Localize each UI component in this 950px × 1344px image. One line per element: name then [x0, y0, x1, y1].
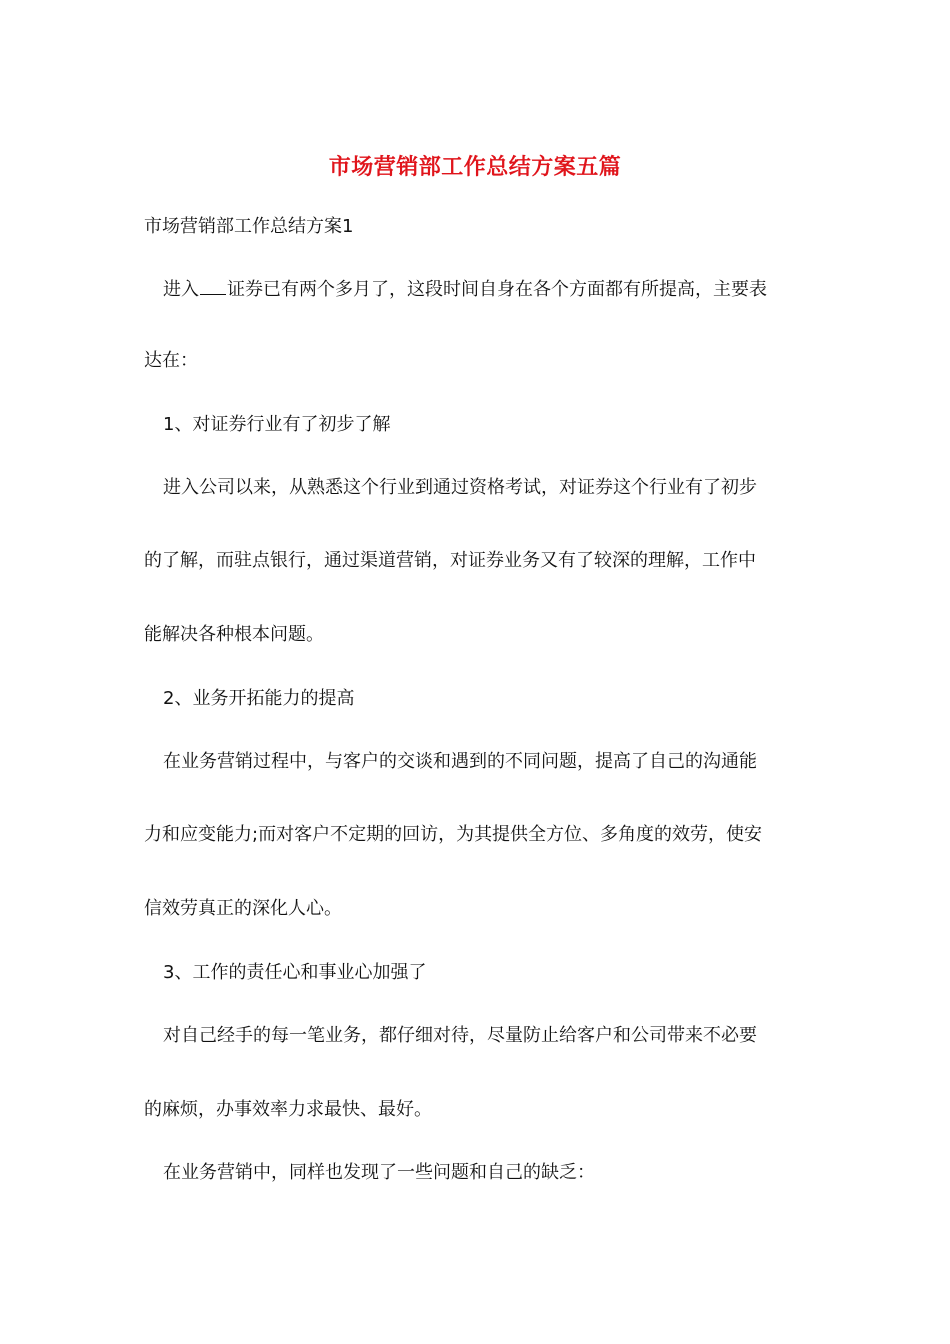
section3-paragraph-line-1: 对自己经手的每一笔业务，都仔细对待，尽量防止给客户和公司带来不必要 [163, 1025, 757, 1046]
section1-paragraph-line-3: 能解决各种根本问题。 [144, 624, 324, 645]
section2-paragraph-line-2: 力和应变能力;而对客户不定期的回访，为其提供全方位、多角度的效劳，使安 [144, 824, 763, 845]
section1-paragraph-line-2: 的了解，而驻点银行，通过渠道营销，对证券业务又有了较深的理解，工作中 [144, 550, 756, 571]
blank-underline [200, 276, 226, 295]
section3-paragraph-line-2: 的麻烦，办事效率力求最快、最好。 [144, 1099, 432, 1120]
section1-heading: 1、对证券行业有了初步了解 [163, 414, 391, 435]
intro-line-2: 达在： [144, 350, 198, 371]
section2-paragraph-line-1: 在业务营销过程中，与客户的交谈和遇到的不同问题，提高了自己的沟通能 [163, 751, 757, 772]
closing-paragraph: 在业务营销中，同样也发现了一些问题和自己的缺乏： [163, 1162, 595, 1183]
document-title: 市场营销部工作总结方案五篇 [328, 155, 622, 180]
section1-paragraph-line-1: 进入公司以来，从熟悉这个行业到通过资格考试，对证券这个行业有了初步 [163, 477, 757, 498]
intro-before-blank: 进入 [163, 279, 199, 300]
intro-line-1 [163, 276, 767, 303]
section2-heading: 2、业务开拓能力的提高 [163, 688, 355, 709]
intro-after-blank: 证券已有两个多月了，这段时间自身在各个方面都有所提高，主要表 [227, 279, 767, 300]
section3-heading: 3、工作的责任心和事业心加强了 [163, 962, 427, 983]
section2-paragraph-line-3: 信效劳真正的深化人心。 [144, 898, 342, 919]
subtitle: 市场营销部工作总结方案1 [144, 216, 354, 237]
